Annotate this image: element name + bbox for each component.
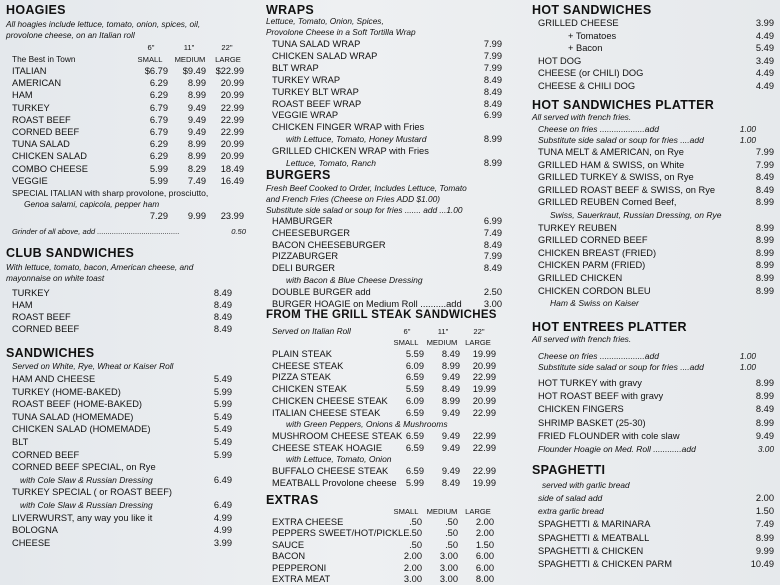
burgers-desc: Substitute side salad or soup for fries ....... add ...1.00 <box>266 205 463 215</box>
item-name: CHEESEBURGER <box>272 227 351 238</box>
item-name: GRILLED HAM & SWISS, on White <box>538 159 685 170</box>
size-label: MEDIUM <box>174 55 206 64</box>
item-price: 4.49 <box>755 68 774 79</box>
item-price: 8.99 <box>441 395 460 406</box>
item-price: 8.99 <box>755 532 774 543</box>
item-price: 3.49 <box>755 55 774 66</box>
item-price: 6.79 <box>149 127 168 137</box>
size-label: SMALL <box>137 55 163 64</box>
item-price: 8.49 <box>213 312 232 322</box>
size-label: LARGE <box>465 507 491 516</box>
item-price: 6.29 <box>149 139 168 150</box>
item-price: 8.99 <box>187 151 206 162</box>
item-name: CHICKEN PARM (FRIED) <box>538 260 646 271</box>
item-price: 1.00 <box>739 351 756 361</box>
spaghetti-desc: served with garlic bread <box>542 480 630 490</box>
item-name: HOT TURKEY with gravy <box>538 378 642 388</box>
size-label: SMALL <box>393 507 419 516</box>
item-price: .50 <box>445 517 458 527</box>
item-name: CHEESE (or CHILI) DOG <box>538 68 644 79</box>
item-price: $9.49 <box>182 66 206 76</box>
item-price: 8.99 <box>755 273 774 283</box>
item-name: BUFFALO CHEESE STEAK <box>272 466 389 476</box>
item-name: FRIED FLOUNDER with cole slaw <box>538 430 680 441</box>
section-title-hoagies: HOAGIES <box>6 3 66 17</box>
item-price: 5.49 <box>755 43 774 54</box>
item-name: ROAST BEEF (HOME-BAKED) <box>12 399 143 410</box>
item-price: 6.59 <box>405 407 424 418</box>
section-title-steak: FROM THE GRILL STEAK SANDWICHES <box>266 309 497 321</box>
item-name: TURKEY <box>12 102 50 113</box>
item-price: 8.99 <box>755 235 774 246</box>
item-name: HOT DOG <box>538 55 582 66</box>
item-name: CHICKEN FINGER WRAP with Fries <box>272 122 425 133</box>
item-price: 8.29 <box>187 163 206 174</box>
item-name: ITALIAN CHEESE STEAK <box>272 407 381 418</box>
item-name: BACON <box>272 551 306 562</box>
item-price: 5.99 <box>149 163 168 174</box>
item-name: TUNA SALAD WRAP <box>272 39 361 49</box>
item-name: CHICKEN SALAD <box>12 151 87 162</box>
item-price: 2.00 <box>403 562 422 573</box>
item-name: CHEESE STEAK HOAGIE <box>272 442 383 453</box>
item-name: LIVERWURST, any way you like it <box>12 512 153 523</box>
item-price: .50 <box>409 539 422 550</box>
item-price: 6.59 <box>405 466 424 476</box>
item-price: 1.00 <box>739 362 756 372</box>
item-note: extra garlic bread <box>538 506 604 517</box>
item-price: 8.99 <box>187 139 206 150</box>
item-price: 3.00 <box>483 298 502 309</box>
section-title-spaghetti: SPAGHETTI <box>532 463 606 477</box>
item-price: 8.49 <box>213 324 232 334</box>
entrees-desc: All served with french fries. <box>532 334 632 344</box>
item-price: 2.00 <box>403 551 422 562</box>
item-name: CHICKEN FINGERS <box>538 404 624 415</box>
item-price: 22.99 <box>220 127 244 137</box>
item-price: 3.00 <box>439 551 458 562</box>
item-price: 8.49 <box>755 184 774 195</box>
item-name: GRILLED CORNED BEEF <box>538 235 648 246</box>
item-price: .50 <box>445 528 458 539</box>
item-price: 20.99 <box>220 139 244 150</box>
item-price: 8.49 <box>755 404 774 415</box>
item-price: 8.99 <box>755 391 774 402</box>
item-name: MEATBALL Provolone cheese <box>272 477 397 488</box>
item-name: TURKEY BLT WRAP <box>272 86 359 97</box>
item-name: CHEESE <box>12 537 51 548</box>
item-name: + Bacon <box>568 43 603 54</box>
item-name: SAUCE <box>272 539 305 550</box>
item-name: COMBO CHEESE <box>12 163 88 174</box>
club-desc: With lettuce, tomato, bacon, American cheese, and <box>6 262 194 272</box>
item-price: 4.49 <box>755 30 774 41</box>
item-price: 19.99 <box>472 477 496 488</box>
item-price: 7.99 <box>483 251 502 262</box>
item-name: SPAGHETTI & CHICKEN <box>538 545 644 556</box>
item-price: 6.59 <box>405 442 424 453</box>
item-price: 4.99 <box>213 525 232 536</box>
item-price: 8.99 <box>441 360 460 371</box>
item-name: TURKEY <box>12 288 50 298</box>
item-price: 8.99 <box>755 247 774 258</box>
item-name: VEGGIE WRAP <box>272 110 339 121</box>
item-name: CORNED BEEF <box>12 324 80 334</box>
item-price: 7.99 <box>483 50 502 61</box>
item-price: 5.49 <box>213 437 232 447</box>
item-price: 3.99 <box>213 537 232 548</box>
wraps-desc: Lettuce, Tomato, Onion, Spices, <box>266 16 384 26</box>
item-price: 8.99 <box>187 90 206 101</box>
item-name: BOLOGNA <box>12 525 58 536</box>
item-price: 8.99 <box>483 158 502 168</box>
item-name: EXTRA MEAT <box>272 574 331 584</box>
item-name: BACON CHEESEBURGER <box>272 239 386 250</box>
item-price: 18.49 <box>220 163 244 174</box>
item-name: GRILLED CHICKEN WRAP with Fries <box>272 146 429 157</box>
item-price: 8.49 <box>483 74 502 85</box>
item-name: ITALIAN <box>12 66 47 76</box>
item-price: 22.99 <box>472 430 496 441</box>
item-price: 8.49 <box>755 172 774 183</box>
item-price: 8.99 <box>755 417 774 428</box>
size-label: 6" <box>147 43 155 52</box>
item-price: 6.09 <box>405 360 424 371</box>
best-label: The Best in Town <box>12 54 76 64</box>
hoagies-desc: All hoagies include lettuce, tomato, onion, spices, oil, <box>6 19 201 29</box>
item-price: 6.79 <box>149 114 168 125</box>
item-price: 22.99 <box>472 442 496 453</box>
item-price: 5.59 <box>405 384 424 395</box>
item-price: 22.99 <box>472 372 496 383</box>
item-price: 5.99 <box>213 399 232 410</box>
item-price: 6.09 <box>405 395 424 406</box>
item-price: 8.49 <box>483 263 502 274</box>
burgers-desc: Fresh Beef Cooked to Order, Includes Lettuce, Tomato <box>266 183 467 193</box>
item-name: GRILLED CHEESE <box>538 18 619 28</box>
item-name: PEPPERONI <box>272 562 327 573</box>
item-price: 2.50 <box>483 286 502 297</box>
item-note: Lettuce, Tomato, Ranch <box>286 158 376 168</box>
item-note: with Green Peppers, Onions & Mushrooms <box>286 419 448 430</box>
item-price: 22.99 <box>220 102 244 113</box>
item-name: CHICKEN CHEESE STEAK <box>272 395 388 406</box>
item-price: 3.00 <box>757 444 774 454</box>
item-note: Ham & Swiss on Kaiser <box>550 298 639 309</box>
special-italian-desc: Genoa salami, capicola, pepper ham <box>24 199 160 209</box>
item-name: TUNA SALAD (HOMEMADE) <box>12 411 134 422</box>
item-note: with Cole Slaw & Russian Dressing <box>20 500 153 510</box>
size-label: MEDIUM <box>426 507 458 516</box>
item-price: 22.99 <box>472 466 496 476</box>
item-price: 5.99 <box>213 386 232 397</box>
item-name: TURKEY WRAP <box>272 74 341 85</box>
item-price: 6.79 <box>149 102 168 113</box>
section-title-hot: HOT SANDWICHES <box>532 3 652 17</box>
item-name: PIZZA STEAK <box>272 372 331 383</box>
item-price: 8.99 <box>755 260 774 271</box>
item-price: 10.49 <box>750 559 774 569</box>
item-name: DOUBLE BURGER add <box>272 286 371 297</box>
item-name: SHRIMP BASKET (25-30) <box>538 417 646 428</box>
item-price: 4.49 <box>755 81 774 91</box>
item-price: 6.99 <box>483 216 502 226</box>
item-price: 3.00 <box>403 574 422 584</box>
item-note: with Bacon & Blue Cheese Dressing <box>286 275 423 285</box>
item-name: EXTRA CHEESE <box>272 517 344 527</box>
item-price: 5.59 <box>405 349 424 359</box>
item-note: Flounder Hoagie on Med. Roll ............add <box>538 444 696 454</box>
item-price: 1.50 <box>755 506 774 517</box>
item-price: 20.99 <box>220 78 244 89</box>
item-name: + Tomatoes <box>568 30 617 41</box>
item-name: TURKEY REUBEN <box>538 222 617 233</box>
item-name: CHICKEN SALAD (HOMEMADE) <box>12 424 151 435</box>
grinder-price: 0.50 <box>231 227 246 236</box>
item-name: CORNED BEEF <box>12 127 80 137</box>
section-title-burgers: BURGERS <box>266 168 331 182</box>
item-price: 5.99 <box>213 449 232 460</box>
item-price: 9.49 <box>187 127 206 137</box>
price-small: 7.29 <box>149 211 168 221</box>
item-name: MUSHROOM CHEESE STEAK <box>272 430 403 441</box>
item-name: SPAGHETTI & MEATBALL <box>538 532 650 543</box>
item-price: 9.49 <box>441 466 460 476</box>
item-name: ROAST BEEF <box>12 114 71 125</box>
size-label: LARGE <box>215 55 241 64</box>
item-price: 3.00 <box>439 562 458 573</box>
item-price: 7.99 <box>755 147 774 157</box>
item-name: CHEESE & CHILI DOG <box>538 81 636 91</box>
item-price: .50 <box>409 517 422 527</box>
item-name: HAM AND CHEESE <box>12 374 96 384</box>
item-name: GRILLED TURKEY & SWISS, on Rye <box>538 172 694 183</box>
item-name: SPAGHETTI & CHICKEN PARM <box>538 559 672 569</box>
item-price: 6.49 <box>213 500 232 510</box>
item-price: 22.99 <box>472 407 496 418</box>
item-price: 16.49 <box>220 175 244 186</box>
item-name: CHICKEN BREAST (FRIED) <box>538 247 657 258</box>
hot-platter-desc: All served with french fries. <box>532 112 632 122</box>
section-title-sandwiches: SANDWICHES <box>6 346 95 360</box>
item-price: 8.00 <box>475 574 494 584</box>
item-price: 9.49 <box>755 430 774 441</box>
item-price: 1.00 <box>739 124 756 134</box>
item-price: 7.49 <box>483 227 502 238</box>
section-title-wraps: WRAPS <box>266 3 315 17</box>
item-price: 9.99 <box>755 545 774 556</box>
size-label: 6" <box>403 327 411 336</box>
item-price: 8.99 <box>755 285 774 296</box>
size-label: SMALL <box>393 338 419 347</box>
section-title-club: CLUB SANDWICHES <box>6 246 135 260</box>
item-name: TURKEY (HOME-BAKED) <box>12 386 121 397</box>
item-name: HAM <box>12 300 33 310</box>
item-name: PLAIN STEAK <box>272 349 332 359</box>
item-name: CHICKEN CORDON BLEU <box>538 285 651 296</box>
size-label: 22" <box>221 43 233 52</box>
item-price: 6.29 <box>149 151 168 162</box>
item-note: with Lettuce, Tomato, Honey Mustard <box>286 134 427 145</box>
item-price: 2.00 <box>475 517 494 527</box>
item-name: DELI BURGER <box>272 263 336 274</box>
item-price: 5.49 <box>213 411 232 422</box>
item-price: $22.99 <box>215 66 244 76</box>
item-name: CHICKEN STEAK <box>272 384 347 395</box>
column-right <box>532 0 778 585</box>
item-price: 1.50 <box>475 539 494 550</box>
item-price: .50 <box>409 528 422 539</box>
item-price: 7.49 <box>755 519 774 530</box>
item-note: Substitute side salad or soup for fries ....add <box>538 135 704 145</box>
item-name: SPAGHETTI & MARINARA <box>538 519 651 530</box>
item-price: 6.29 <box>149 78 168 89</box>
item-note: Cheese on fries ...................add <box>538 351 659 361</box>
item-price: 8.49 <box>213 300 232 310</box>
item-price: 6.29 <box>149 90 168 101</box>
column-middle <box>266 0 520 585</box>
item-name: HAM <box>12 90 33 101</box>
item-price: 1.00 <box>739 135 756 145</box>
item-price: 4.99 <box>213 512 232 523</box>
size-label: 11" <box>437 327 449 336</box>
item-name: ROAST BEEF <box>12 312 71 322</box>
item-note: Swiss, Sauerkraut, Russian Dressing, on Rye <box>550 210 722 220</box>
item-note: Substitute side salad or soup for fries ....add <box>538 362 704 372</box>
item-name: HAMBURGER <box>272 216 333 226</box>
price-medium: 9.99 <box>187 211 206 221</box>
steak-desc: Served on Italian Roll <box>272 326 351 336</box>
item-price: 20.99 <box>220 151 244 162</box>
item-name: GRILLED ROAST BEEF & SWISS, on Rye <box>538 184 716 195</box>
item-price: 2.00 <box>475 528 494 539</box>
item-price: 6.00 <box>475 562 494 573</box>
item-name: BURGER HOAGIE on Medium Roll ..........add <box>272 298 462 309</box>
item-price: 9.49 <box>187 114 206 125</box>
item-price: 2.00 <box>755 493 774 503</box>
item-price: 8.49 <box>213 288 232 298</box>
item-price: 5.99 <box>405 477 424 488</box>
burgers-desc: and French Fries (Cheese on Fries ADD $1.00) <box>266 194 440 204</box>
item-name: TUNA MELT & AMERICAN, on Rye <box>538 147 684 157</box>
item-name: CHICKEN SALAD WRAP <box>272 50 378 61</box>
item-price: 8.99 <box>755 378 774 388</box>
item-price: 20.99 <box>220 90 244 101</box>
size-label: LARGE <box>465 338 491 347</box>
hoagies-desc: provolone cheese, on an Italian roll <box>6 30 135 40</box>
item-price: 6.49 <box>213 474 232 485</box>
section-title-hot-platter: HOT SANDWICHES PLATTER <box>532 98 715 112</box>
special-italian-name: SPECIAL ITALIAN with sharp provolone, prosciutto, <box>12 188 209 198</box>
item-name: GRILLED CHICKEN <box>538 273 623 283</box>
item-name: PIZZABURGER <box>272 251 339 262</box>
grinder-label: Grinder of all above, add ....................................... <box>12 227 180 236</box>
item-price: 8.99 <box>483 134 502 145</box>
item-price: 9.49 <box>441 442 460 453</box>
item-price: 5.99 <box>149 175 168 186</box>
item-price: 20.99 <box>472 395 496 406</box>
item-price: 8.49 <box>483 98 502 109</box>
item-price: 8.99 <box>755 197 774 208</box>
item-name: PEPPERS SWEET/HOT/PICKLE <box>272 528 410 539</box>
item-price: .50 <box>445 539 458 550</box>
wraps-desc: Provolone Cheese in a Soft Tortilla Wrap <box>266 27 416 37</box>
size-label: 11" <box>183 43 195 52</box>
size-label: 22" <box>473 327 485 336</box>
section-title-entrees: HOT ENTREES PLATTER <box>532 320 687 334</box>
item-price: 8.49 <box>483 239 502 250</box>
item-price: 9.49 <box>187 102 206 113</box>
item-note: side of salad add <box>538 493 603 503</box>
item-name: CORNED BEEF SPECIAL, on Rye <box>12 462 156 473</box>
item-price: $6.79 <box>144 66 168 76</box>
item-price: 6.99 <box>483 110 502 121</box>
item-price: 3.00 <box>439 574 458 584</box>
item-price: 8.49 <box>483 86 502 97</box>
item-note: Cheese on fries ...................add <box>538 124 659 134</box>
item-price: 9.49 <box>441 430 460 441</box>
item-price: 7.99 <box>483 62 502 73</box>
item-name: VEGGIE <box>12 175 48 186</box>
item-note: with Cole Slaw & Russian Dressing <box>20 474 153 485</box>
item-price: 5.49 <box>213 424 232 435</box>
item-price: 6.59 <box>405 372 424 383</box>
size-label: MEDIUM <box>426 338 458 347</box>
sandwiches-desc: Served on White, Rye, Wheat or Kaiser Roll <box>12 361 174 371</box>
item-name: ROAST BEEF WRAP <box>272 98 362 109</box>
item-price: 8.99 <box>187 78 206 89</box>
item-price: 20.99 <box>472 360 496 371</box>
item-price: 8.49 <box>441 349 460 359</box>
item-price: 3.99 <box>755 18 774 28</box>
item-price: 19.99 <box>472 384 496 395</box>
club-desc: mayonnaise on white toast <box>6 273 105 283</box>
item-price: 7.49 <box>187 175 206 186</box>
item-name: BLT WRAP <box>272 62 319 73</box>
price-large: 23.99 <box>220 211 244 221</box>
item-price: 22.99 <box>220 114 244 125</box>
item-price: 5.49 <box>213 374 232 384</box>
item-name: TURKEY SPECIAL ( or ROAST BEEF) <box>12 487 172 498</box>
item-price: 8.99 <box>755 222 774 233</box>
item-price: 9.49 <box>441 407 460 418</box>
item-price: 8.49 <box>441 477 460 488</box>
column-left <box>6 0 252 585</box>
item-price: 8.49 <box>441 384 460 395</box>
item-price: 9.49 <box>441 372 460 383</box>
item-name: AMERICAN <box>12 78 62 89</box>
item-name: CHEESE STEAK <box>272 360 344 371</box>
item-name: BLT <box>12 437 29 447</box>
item-price: 6.59 <box>405 430 424 441</box>
item-name: HOT ROAST BEEF with gravy <box>538 391 664 402</box>
item-price: 6.00 <box>475 551 494 562</box>
item-name: GRILLED REUBEN Corned Beef, <box>538 197 677 208</box>
item-price: 7.99 <box>755 159 774 170</box>
item-name: CORNED BEEF <box>12 449 80 460</box>
section-title-extras: EXTRAS <box>266 493 319 507</box>
item-note: with Lettuce, Tomato, Onion <box>286 454 392 465</box>
item-name: TUNA SALAD <box>12 139 70 150</box>
item-price: 7.99 <box>483 39 502 49</box>
item-price: 19.99 <box>472 349 496 359</box>
